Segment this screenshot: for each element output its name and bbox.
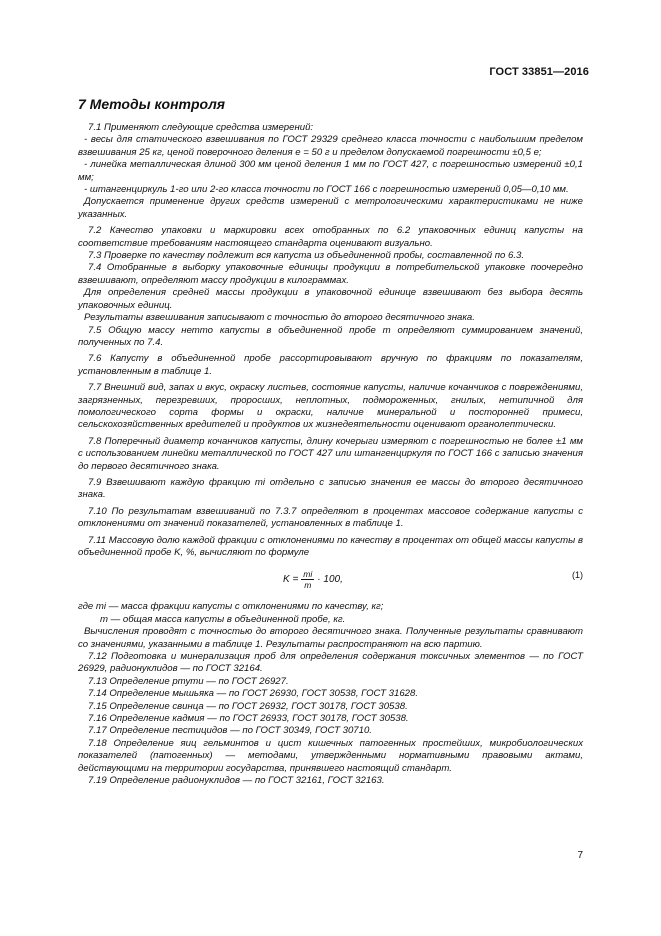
paragraph-7-9: 7.9 Взвешивают каждую фракцию mi отдельно с записью значения ее массы до второго десятичного знака. xyxy=(78,476,583,501)
paragraph-calc: Вычисления проводят с точностью до второго десятичного знака. Полученные результаты сравнивают со значениями, указанными в таблице 1. Результаты распространяют на всю партию. xyxy=(78,626,583,650)
paragraph-7-12: 7.12 Подготовка и минерализация проб для определения содержания токсичных элементов — по ГОСТ 26929, радионуклидов — по ГОСТ 32164. xyxy=(78,651,583,675)
paragraph-7-11: 7.11 Массовую долю каждой фракции с отклонениями по качеству в процентах от общей массы капусты в объединенной пробе K, %, вычисляют по формуле xyxy=(78,534,583,558)
formula-fraction xyxy=(301,569,314,590)
where-line-1: где mi — масса фракции капусты с отклонениями по качеству, кг; xyxy=(78,601,384,613)
paragraph-7-1-d: Допускается применение других средств измерений с метрологическими характеристиками не ниже указанных. xyxy=(78,196,583,220)
document-code: ГОСТ 33851—2016 xyxy=(489,66,589,78)
paragraph-7-4: 7.4 Отобранные в выборку упаковочные единицы продукции в потребительской упаковке поочередно взвешивают, определяют массу продукции в килограммах. xyxy=(78,262,583,286)
formula-block xyxy=(78,563,583,597)
paragraph-7-17: 7.17 Определение пестицидов — по ГОСТ 30349, ГОСТ 30710. xyxy=(88,725,372,737)
section-title: 7 Методы контроля xyxy=(78,96,226,112)
paragraph-7-13: 7.13 Определение ртути — по ГОСТ 26927. xyxy=(88,675,289,687)
formula-lhs: K = xyxy=(283,573,299,585)
paragraph-7-19: 7.19 Определение радионуклидов — по ГОСТ 32161, ГОСТ 32163. xyxy=(88,775,385,787)
paragraph-7-16: 7.16 Определение кадмия — по ГОСТ 26933, ГОСТ 30178, ГОСТ 30538. xyxy=(88,713,409,725)
formula xyxy=(283,569,343,590)
paragraph-7-10: 7.10 По результатам взвешиваний по 7.3.7 определяют в процентах массовое содержание капусты с отклонениями от значений показателей, установленных в таблице 1. xyxy=(78,505,583,530)
paragraph-7-7: 7.7 Внешний вид, запах и вкус, окраску листьев, состояние капусты, наличие кочанчиков с повреждениями, загрязненных, перезревших, проросших, неплотных, подмороженных, гнилых, нетипичной для помологического сорта формы и окраски, наличие минеральной и посторонней примеси, сельскохозяйственных вредителей и продуктов их жизнедеятельности оценивают органолептически. xyxy=(78,382,583,431)
formula-rhs: · 100, xyxy=(317,573,343,585)
paragraph-7-18: 7.18 Определение яиц гельминтов и цист кишечных патогенных простейших, микробиологических показателей (патогенных) — методами, утвержденными нормативными правовыми актами, действующими на территории государства, принявшего настоящий стандарт. xyxy=(78,737,583,774)
paragraph-7-5: 7.5 Общую массу нетто капусты в объединенной пробе m определяют суммированием значений, полученных по 7.4. xyxy=(78,324,583,348)
paragraph-7-1: 7.1 Применяют следующие средства измерений: xyxy=(88,122,314,133)
paragraph-7-1-c: - штангенциркуль 1-го или 2-го класса точности по ГОСТ 166 с погрешностью измерений 0,05—0,10 мм. xyxy=(84,184,569,196)
paragraph-7-14: 7.14 Определение мышьяка — по ГОСТ 26930, ГОСТ 30538, ГОСТ 31628. xyxy=(88,688,419,700)
paragraph-7-4-b: Результаты взвешивания записывают с точностью до второго десятичного знака. xyxy=(84,312,475,324)
where-line-2: m — общая масса капусты в объединенной пробе, кг. xyxy=(100,613,346,625)
paragraph-7-8: 7.8 Поперечный диаметр кочанчиков капусты, длину кочерыги измеряют с погрешностью не более ±1 мм с использованием линейки металлической по ГОСТ 427 или штангенциркуля по ГОСТ 166 с записью значения до первого десятичного знака. xyxy=(78,435,583,472)
formula-denominator: m xyxy=(304,580,312,591)
paragraph-7-4-a: Для определения средней массы продукции в упаковочной единице взвешивают без выбора десять упаковочных единиц. xyxy=(78,287,583,311)
formula-number: (1) xyxy=(572,570,583,581)
paragraph-7-2: 7.2 Качество упаковки и маркировки всех отобранных по 6.2 упаковочных единиц капусты на соответствие требованиям настоящего стандарта оценивают визуально. xyxy=(78,225,583,249)
paragraph-7-3: 7.3 Проверке по качеству подлежит вся капуста из объединенной пробы, составленной по 6.3. xyxy=(88,250,525,262)
paragraph-7-6: 7.6 Капусту в объединенной пробе рассортировывают вручную по фракциям по показателям, установленным в таблице 1. xyxy=(78,353,583,377)
document-body xyxy=(78,122,583,788)
formula-numerator: mi xyxy=(303,569,313,580)
page-number: 7 xyxy=(577,850,583,861)
paragraph-7-1-b: - линейка металлическая длиной 300 мм ценой деления 1 мм по ГОСТ 427, с погрешностью измерений ±0,1 мм; xyxy=(78,159,583,183)
paragraph-7-15: 7.15 Определение свинца — по ГОСТ 26932, ГОСТ 30178, ГОСТ 30538. xyxy=(88,700,408,712)
paragraph-7-1-a: - весы для статического взвешивания по ГОСТ 29329 среднего класса точности с наибольшим пределом взвешивания 25 кг, ценой поверочного деления e = 50 г и пределом допускаемой погрешности ±0,5 e; xyxy=(78,134,583,158)
